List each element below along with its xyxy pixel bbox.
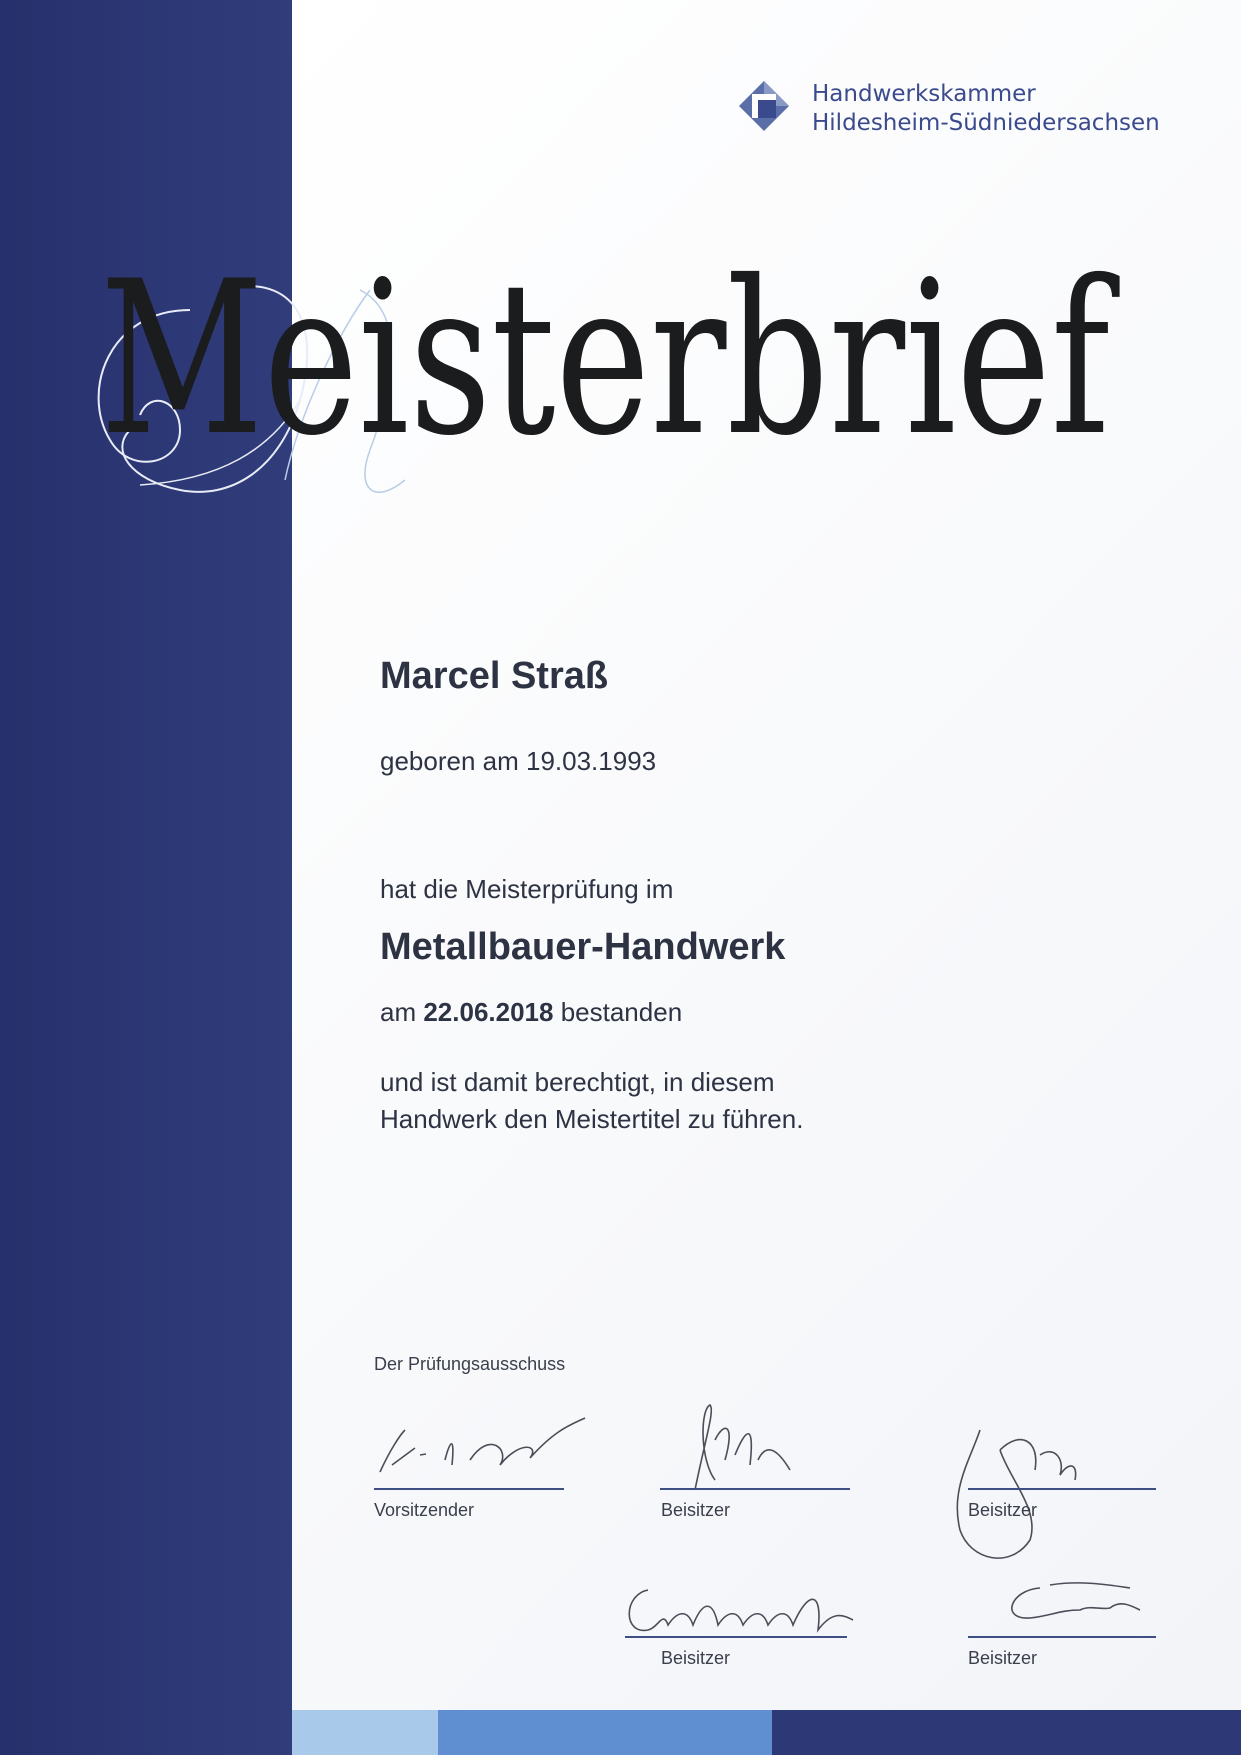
signature-line-assessor-2 — [968, 1488, 1156, 1490]
title-text: Meisterbrief — [100, 250, 1121, 482]
signature-line-assessor-3 — [625, 1636, 847, 1638]
signature-role-assessor-1: Beisitzer — [661, 1500, 731, 1520]
bottom-strip-light — [292, 1710, 438, 1755]
signature-chairman — [370, 1410, 590, 1480]
signature-role-assessor-4: Beisitzer — [968, 1648, 1038, 1668]
hwk-logo-icon — [738, 80, 790, 132]
authorization-statement — [380, 1064, 803, 1138]
committee-heading: Der Prüfungsausschuss — [374, 1354, 566, 1374]
passed-date: 22.06.2018 — [423, 997, 554, 1027]
org-name-line1: Handwerkskammer — [812, 81, 1036, 107]
bottom-strip-dark — [772, 1710, 1241, 1755]
signature-role-chairman: Vorsitzender — [374, 1500, 475, 1520]
signature-assessor-4 — [990, 1580, 1150, 1630]
recipient-name: Marcel Straß — [380, 655, 609, 697]
org-name-line2: Hildesheim-Südniedersachsen — [812, 110, 1160, 136]
exam-passed-line — [380, 997, 682, 1028]
passed-prefix: am — [380, 997, 424, 1027]
organization-name — [812, 80, 1160, 138]
certificate-title — [70, 250, 1190, 580]
birth-date: geboren am 19.03.1993 — [380, 746, 657, 776]
authorization-line1: und ist damit berechtigt, in diesem — [380, 1067, 775, 1097]
authorization-line2: Handwerk den Meistertitel zu führen. — [380, 1104, 804, 1134]
exam-intro: hat die Meisterprüfung im — [380, 874, 674, 904]
signature-assessor-1 — [680, 1400, 800, 1495]
passed-suffix: bestanden — [553, 997, 683, 1027]
signature-assessor-3 — [618, 1580, 858, 1640]
signature-line-chairman — [374, 1488, 564, 1490]
signature-line-assessor-1 — [660, 1488, 850, 1490]
signature-role-assessor-3: Beisitzer — [661, 1648, 731, 1668]
signature-line-assessor-4 — [968, 1636, 1156, 1638]
signature-role-assessor-2: Beisitzer — [968, 1500, 1038, 1520]
trade-name: Metallbauer-Handwerk — [380, 926, 786, 968]
bottom-strip-mid — [438, 1710, 772, 1755]
signature-assessor-2 — [940, 1420, 1080, 1570]
